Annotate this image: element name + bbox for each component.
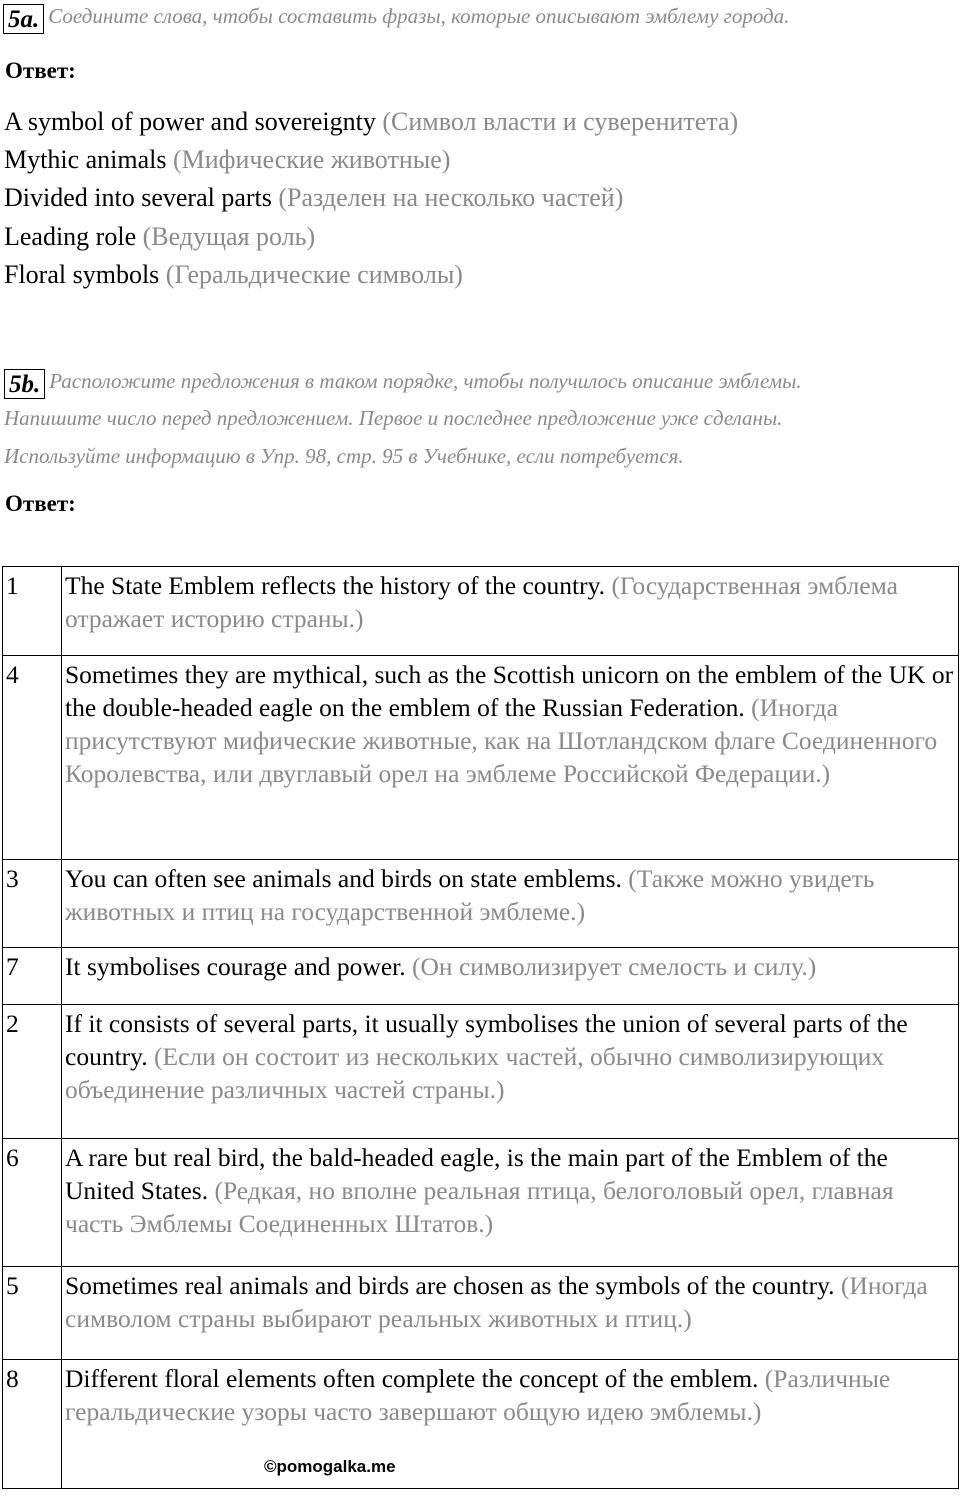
table-row	[3, 656, 959, 860]
row-en: If it consists of several parts, it usually symbolises the union of several parts of the country.	[65, 1009, 908, 1071]
exercise-5b-instruction-line	[4, 401, 960, 439]
table-row	[3, 1139, 959, 1267]
instruction-text: Напишите число перед предложением. Первое и последнее предложение уже сделаны.	[4, 406, 783, 430]
answer-label-5b: Ответ:	[5, 491, 76, 516]
row-ru: (Если он состоит из нескольких частей, обычно символизирующих объединение различных частей страны.)	[65, 1042, 885, 1104]
phrase-en: Leading role	[4, 221, 137, 251]
exercise-5a-instruction: Соедините слова, чтобы составить фразы, которые описывают эмблему города.	[48, 4, 790, 28]
phrase-ru: (Ведущая роль)	[142, 221, 316, 251]
row-number: 4	[3, 656, 62, 860]
phrase-ru: (Геральдические символы)	[165, 259, 463, 289]
exercise-5a-header	[3, 4, 789, 34]
row-text	[62, 656, 959, 860]
table-row	[3, 1267, 959, 1360]
row-number: 7	[3, 948, 62, 1005]
table-row	[3, 567, 959, 656]
phrase-ru: (Символ власти и суверенитета)	[382, 107, 739, 136]
row-ru: (Государственная эмблема отражает историю страны.)	[65, 571, 898, 633]
exercise-5b-header	[4, 363, 960, 477]
row-text	[62, 1267, 959, 1360]
phrase-item	[4, 256, 738, 294]
answer-table	[2, 566, 959, 1489]
table-row	[3, 1360, 959, 1489]
phrase-ru: (Мифические животные)	[172, 145, 451, 175]
row-text	[62, 567, 959, 656]
phrase-ru: (Разделен на несколько частей)	[278, 183, 624, 213]
row-ru: (Иногда присутствуют мифические животные, как на Шотландском флаге Соединенного Королевства, или двуглавый орел на эмблеме Российской Федерации.)	[65, 693, 938, 788]
row-en: Sometimes they are mythical, such as the Scottish unicorn on the emblem of the UK or the double-headed eagle on the emblem of the Russian Federation.	[65, 660, 954, 722]
exercise-5a-label: 5a.	[3, 4, 44, 34]
row-text	[62, 948, 959, 1005]
row-ru: (Также можно увидеть животных и птиц на государственной эмблеме.)	[65, 864, 875, 926]
row-number: 5	[3, 1267, 62, 1360]
row-en: You can often see animals and birds on state emblems.	[65, 864, 622, 893]
row-en: A rare but real bird, the bald-headed eagle, is the main part of the Emblem of the United States.	[65, 1143, 888, 1205]
phrase-en: Floral symbols	[4, 259, 160, 289]
row-number: 3	[3, 860, 62, 948]
answer-label-5a: Ответ:	[5, 58, 76, 83]
row-ru: (Различные геральдические узоры часто завершают общую идею эмблемы.)	[65, 1364, 891, 1426]
row-text	[62, 1360, 959, 1489]
row-en: Different floral elements often complete the concept of the emblem.	[65, 1364, 759, 1393]
row-number: 6	[3, 1139, 62, 1267]
exercise-5b-label: 5b.	[4, 369, 45, 399]
copyright-watermark: ©pomogalka.me	[264, 1457, 396, 1476]
phrase-item	[4, 141, 738, 179]
table-row	[3, 1005, 959, 1139]
row-ru: (Редкая, но вполне реальная птица, белоголовый орел, главная часть Эмблемы Соединенных Штатов.)	[65, 1176, 894, 1238]
row-en: Sometimes real animals and birds are chosen as the symbols of the country.	[65, 1271, 835, 1300]
row-text	[62, 1005, 959, 1139]
phrase-en: Mythic animals	[4, 145, 167, 175]
row-en: The State Emblem reflects the history of the country.	[65, 571, 606, 600]
phrase-list	[4, 103, 738, 294]
exercise-5b-instruction-line	[4, 363, 960, 401]
instruction-text: Расположите предложения в таком порядке, чтобы получилось описание эмблемы.	[49, 369, 802, 393]
row-text	[62, 1139, 959, 1267]
row-en: It symbolises courage and power.	[65, 952, 406, 981]
phrase-en: Divided into several parts	[4, 183, 272, 213]
row-number: 1	[3, 567, 62, 656]
row-number: 8	[3, 1360, 62, 1489]
phrase-item	[4, 179, 738, 217]
phrase-en: A symbol of power and sovereignty	[4, 107, 376, 136]
row-text	[62, 860, 959, 948]
phrase-item	[4, 218, 738, 256]
row-ru: (Он символизирует смелость и силу.)	[412, 952, 817, 981]
row-number: 2	[3, 1005, 62, 1139]
table-row	[3, 948, 959, 1005]
table-row	[3, 860, 959, 948]
phrase-item	[4, 103, 738, 141]
row-ru: (Иногда символом страны выбирают реальных животных и птиц.)	[65, 1271, 928, 1333]
exercise-5b-instruction-line	[4, 439, 960, 477]
instruction-text: Используйте информацию в Упр. 98, стр. 95 в Учебнике, если потребуется.	[4, 444, 684, 468]
